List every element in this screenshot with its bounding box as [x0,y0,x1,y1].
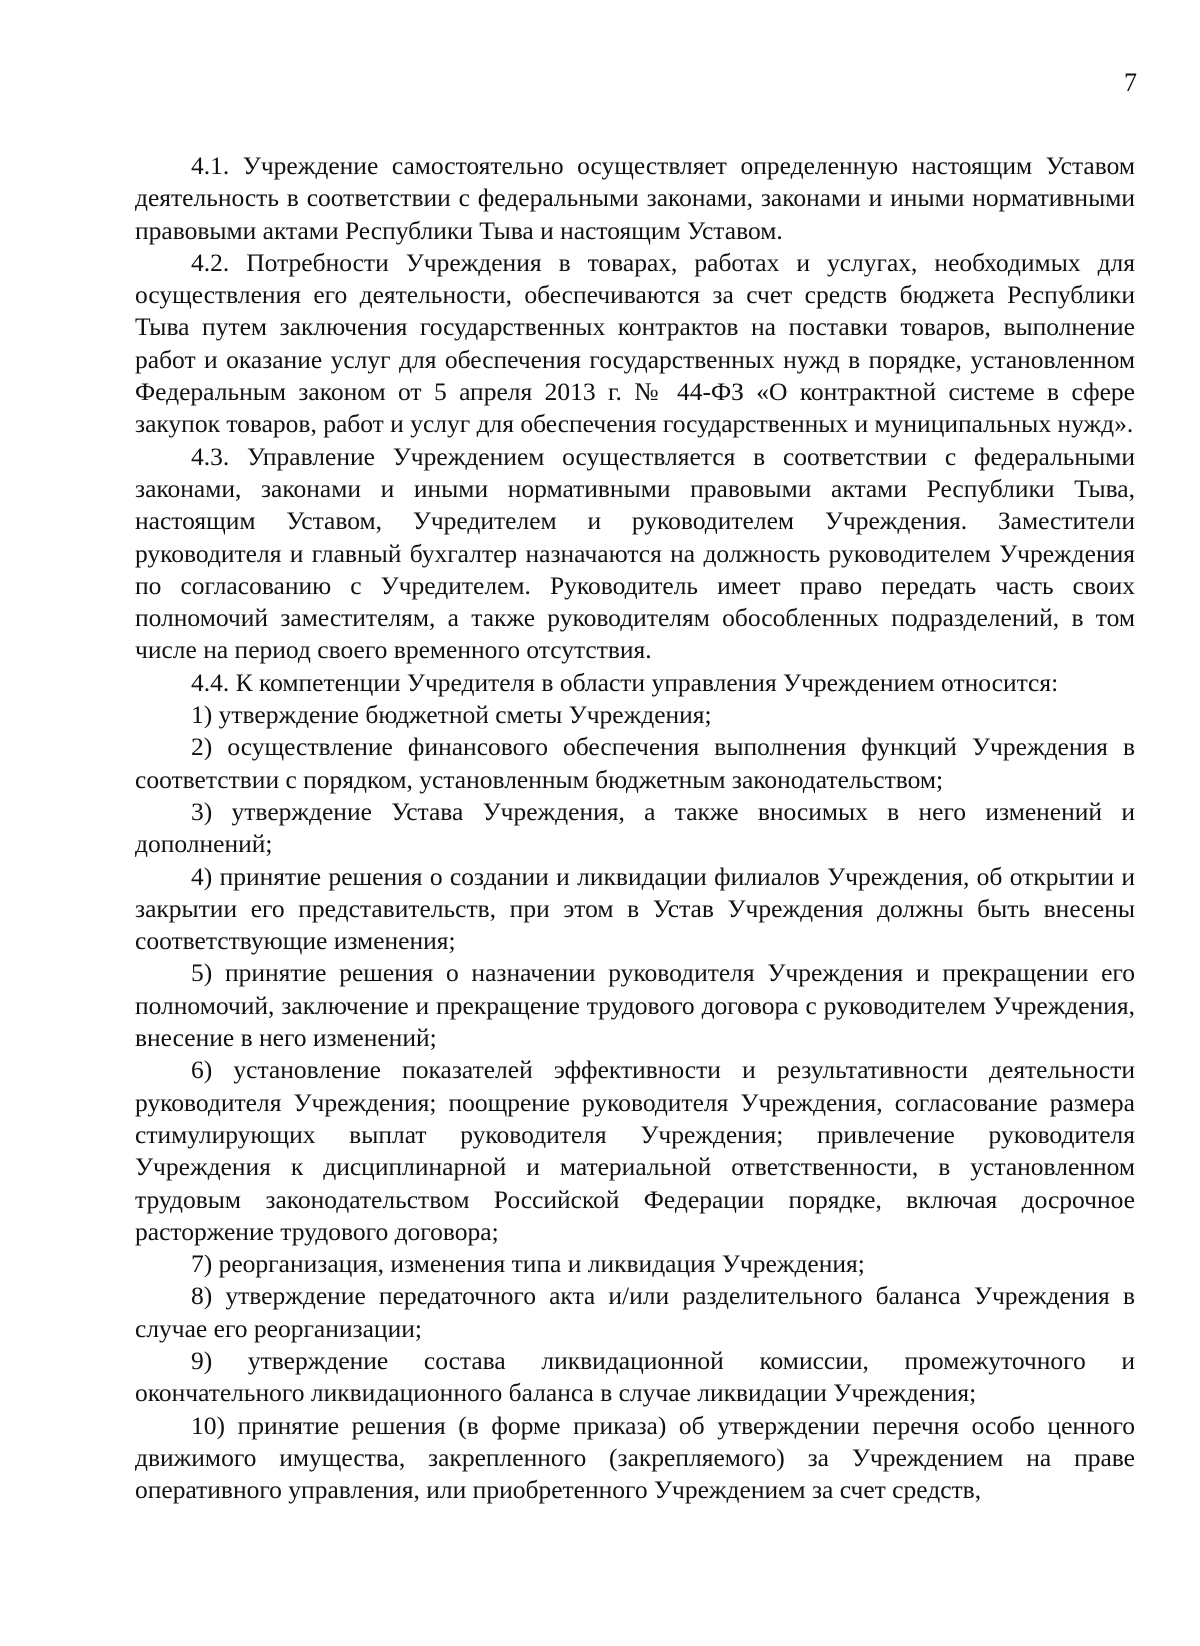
page-number: 7 [1124,68,1137,97]
paragraph-4-1: 4.1. Учреждение самостоятельно осуществляет определенную настоящим Уставом деятельность в соответствии с федеральными законами, законами и иными нормативными правовыми актами Республики Тыва и настоящим Уставом. [135,151,1135,245]
paragraph-4-2: 4.2. Потребности Учреждения в товарах, работах и услугах, необходимых для осуществления его деятельности, обеспечиваются за счет средств бюджета Республики Тыва путем заключения государственных контрактов на поставки товаров, выполнение работ и оказание услуг для обеспечения государственных нужд в порядке, установленном Федеральным законом от 5 апреля 2013 г. № 44-ФЗ «О контрактной системе в сфере закупок товаров, работ и услуг для обеспечения государственных и муниципальных нужд». [135,247,1135,439]
list-item-1: 1) утверждение бюджетной сметы Учреждения; [191,700,712,730]
paragraph-4-4: 4.4. К компетенции Учредителя в области управления Учреждением относится: [191,667,1059,697]
list-item-3: 3) утверждение Устава Учреждения, а также вносимых в него изменений и дополнений; [135,796,1135,859]
list-item-2: 2) осуществление финансового обеспечения выполнения функций Учреждения в соответствии с порядком, установленным бюджетным законодательством; [135,732,1135,794]
paragraph-4-3: 4.3. Управление Учреждением осуществляется в соответствии с федеральными законами, законами и иными нормативными правовыми актами Республики Тыва, настоящим Уставом, Учредителем и руководителем Учреждения. Заместители руководителя и главный бухгалтер назначаются на должность руководителем Учреждения по согласованию с Учредителем. Руководитель имеет право передать часть своих полномочий заместителям, а также руководителям обособленных подразделений, в том числе на период своего временного отсутствия. [135,441,1135,665]
list-item-4: 4) принятие решения о создании и ликвидации филиалов Учреждения, об открытии и закрытии его представительств, при этом в Устав Учреждения должны быть внесены соответствующие изменения; [135,861,1135,956]
document-body [135,150,1135,1506]
list-item-6: 6) установление показателей эффективности и результативности деятельности руководителя Учреждения; поощрение руководителя Учреждения, согласование размера стимулирующих выплат руководителя Учреждения; привлечение руководителя Учреждения к дисциплинарной и материальной ответственности, в установленном трудовым законодательством Российской Федерации порядке, включая досрочное расторжение трудового договора; [135,1055,1135,1246]
list-item-8: 8) утверждение передаточного акта и/или разделительного баланса Учреждения в случае его реорганизации; [135,1281,1135,1343]
list-item-7: 7) реорганизация, изменения типа и ликвидация Учреждения; [191,1249,865,1279]
list-item-10: 10) принятие решения (в форме приказа) об утверждении перечня особо ценного движимого имущества, закрепленного (закрепляемого) за Учреждением на праве оперативного управления, или приобретенного Учреждением за счет средств, [135,1410,1135,1505]
list-item-9: 9) утверждение состава ликвидационной комиссии, промежуточного и окончательного ликвидационного баланса в случае ликвидации Учреждения; [135,1345,1135,1408]
list-item-5: 5) принятие решения о назначении руководителя Учреждения и прекращении его полномочий, заключение и прекращение трудового договора с руководителем Учреждения, внесение в него изменений; [135,958,1135,1053]
